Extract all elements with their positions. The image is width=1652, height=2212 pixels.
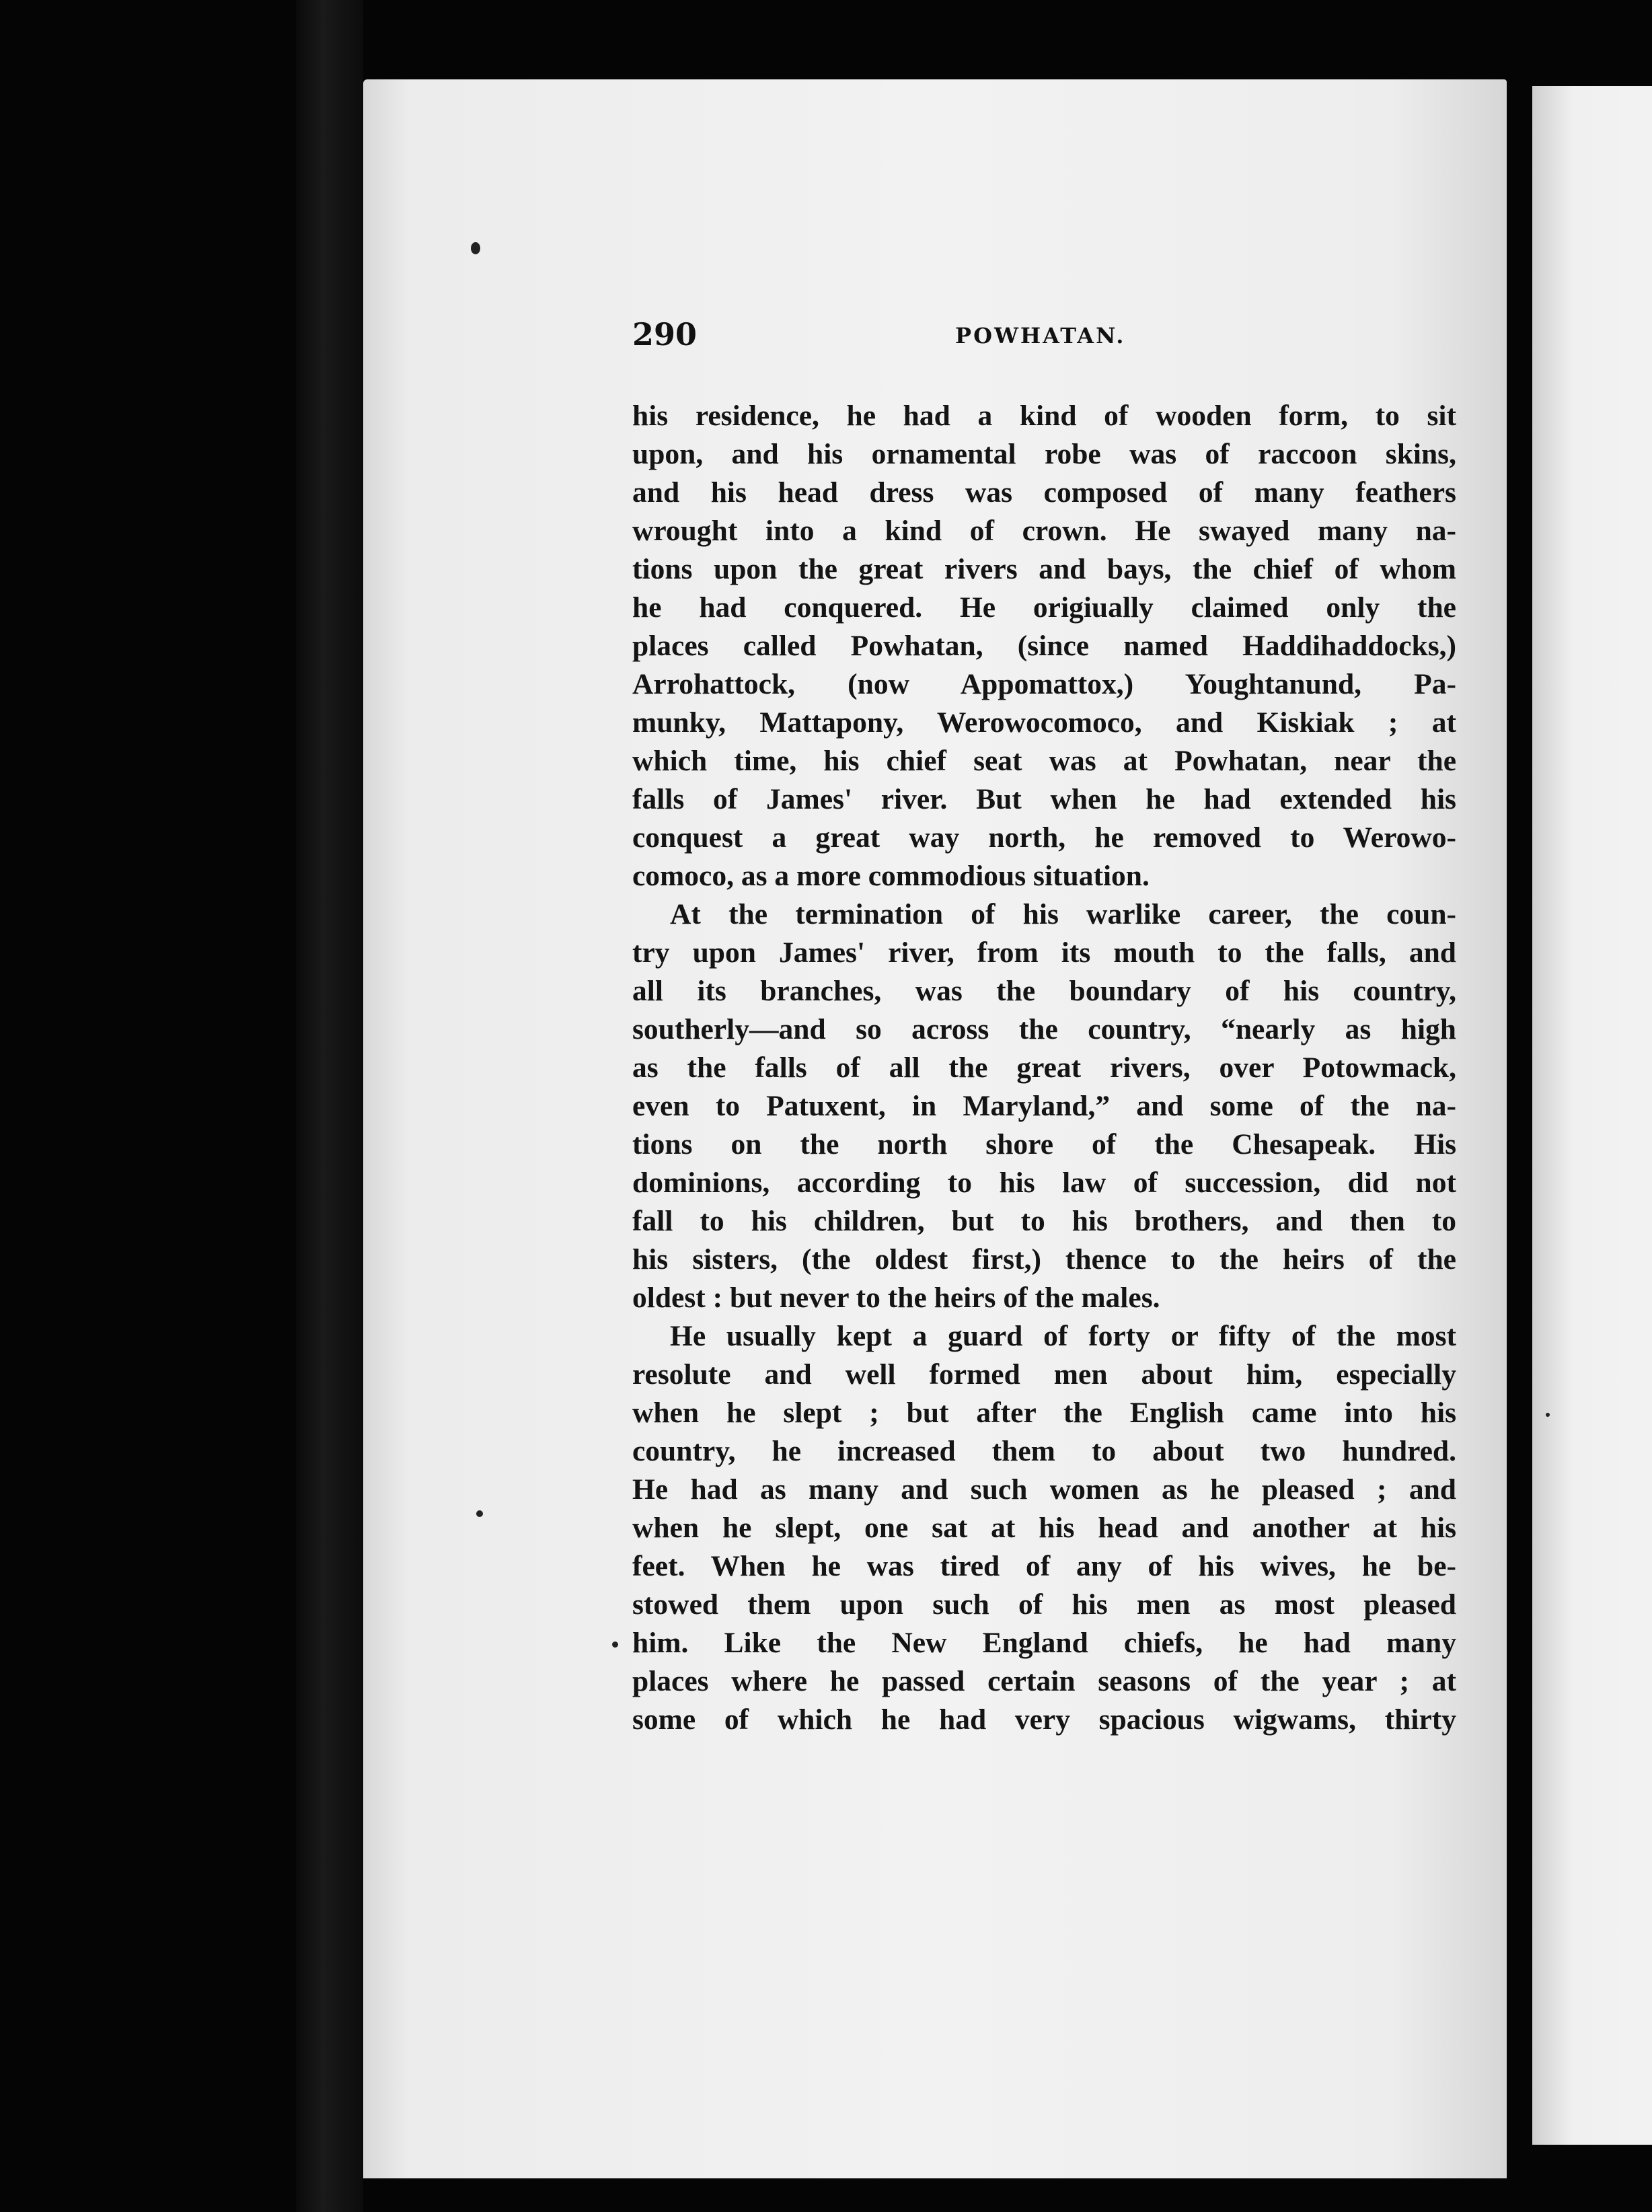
adjacent-page-edge bbox=[1532, 86, 1652, 2145]
body-text bbox=[632, 397, 1456, 1739]
text-line: places where he passed certain seasons of the year ; at bbox=[632, 1665, 1456, 1697]
text-line: country, he increased them to about two hundred. bbox=[632, 1435, 1456, 1467]
text-line: and his head dress was composed of many feathers bbox=[632, 476, 1456, 509]
text-line: stowed them upon such of his men as most pleased bbox=[632, 1588, 1456, 1621]
text-line: Arrohattock, (now Appomattox,) Youghtanund, Pa- bbox=[632, 668, 1456, 700]
text-line: even to Patuxent, in Maryland,” and some of the na- bbox=[632, 1090, 1456, 1122]
text-line: when he slept, one sat at his head and another at his bbox=[632, 1512, 1456, 1544]
text-line: comoco, as a more commodious situation. bbox=[632, 860, 1150, 892]
text-line: which time, his chief seat was at Powhatan, near the bbox=[632, 745, 1456, 777]
text-line: resolute and well formed men about him, especially bbox=[632, 1358, 1456, 1391]
text-line: southerly—and so across the country, “nearly as high bbox=[632, 1013, 1456, 1045]
text-line: fall to his children, but to his brothers, and then to bbox=[632, 1205, 1456, 1237]
book-spine-shadow bbox=[296, 0, 363, 2212]
running-head: POWHATAN. bbox=[955, 323, 1126, 348]
page-header bbox=[632, 316, 1460, 363]
text-line: all its branches, was the boundary of his country, bbox=[632, 975, 1456, 1007]
text-line: dominions, according to his law of succession, did not bbox=[632, 1167, 1456, 1199]
text-line: when he slept ; but after the English came into his bbox=[632, 1397, 1456, 1429]
paragraph-1 bbox=[632, 397, 1456, 895]
text-line: him. Like the New England chiefs, he had many bbox=[632, 1627, 1456, 1659]
text-line: falls of James' river. But when he had extended his bbox=[632, 783, 1456, 815]
text-line: feet. When he was tired of any of his wives, he be- bbox=[632, 1550, 1456, 1582]
dust-speck bbox=[476, 1510, 483, 1517]
text-line: wrought into a kind of crown. He swayed many na- bbox=[632, 515, 1456, 547]
text-line: he had conquered. He origiually claimed only the bbox=[632, 591, 1456, 624]
page-number: 290 bbox=[632, 316, 698, 353]
text-line: some of which he had very spacious wigwams, thirty bbox=[632, 1703, 1456, 1736]
dust-speck bbox=[471, 242, 480, 254]
text-line: his sisters, (the oldest first,) thence to the heirs of the bbox=[632, 1243, 1456, 1276]
text-line: munky, Mattapony, Werowocomoco, and Kiskiak ; at bbox=[632, 706, 1456, 739]
text-line: At the termination of his warlike career, the coun- bbox=[670, 898, 1456, 930]
text-line: tions on the north shore of the Chesapeak. His bbox=[632, 1128, 1456, 1160]
text-line: He had as many and such women as he pleased ; and bbox=[632, 1473, 1456, 1506]
paragraph-2 bbox=[632, 895, 1456, 1317]
dust-speck bbox=[1546, 1413, 1550, 1417]
text-line: tions upon the great rivers and bays, the chief of whom bbox=[632, 553, 1456, 585]
text-line: oldest : but never to the heirs of the males. bbox=[632, 1282, 1160, 1314]
text-line: his residence, he had a kind of wooden form, to sit bbox=[632, 400, 1456, 432]
text-line: as the falls of all the great rivers, over Potowmack, bbox=[632, 1052, 1456, 1084]
text-line: conquest a great way north, he removed to Werowo- bbox=[632, 821, 1456, 854]
text-line: upon, and his ornamental robe was of raccoon skins, bbox=[632, 438, 1456, 470]
text-line: places called Powhatan, (since named Haddihaddocks,) bbox=[632, 630, 1456, 662]
paragraph-3 bbox=[632, 1317, 1456, 1739]
dust-speck bbox=[612, 1642, 618, 1648]
text-line: try upon James' river, from its mouth to the falls, and bbox=[632, 936, 1456, 969]
text-line: He usually kept a guard of forty or fifty of the most bbox=[670, 1320, 1456, 1352]
